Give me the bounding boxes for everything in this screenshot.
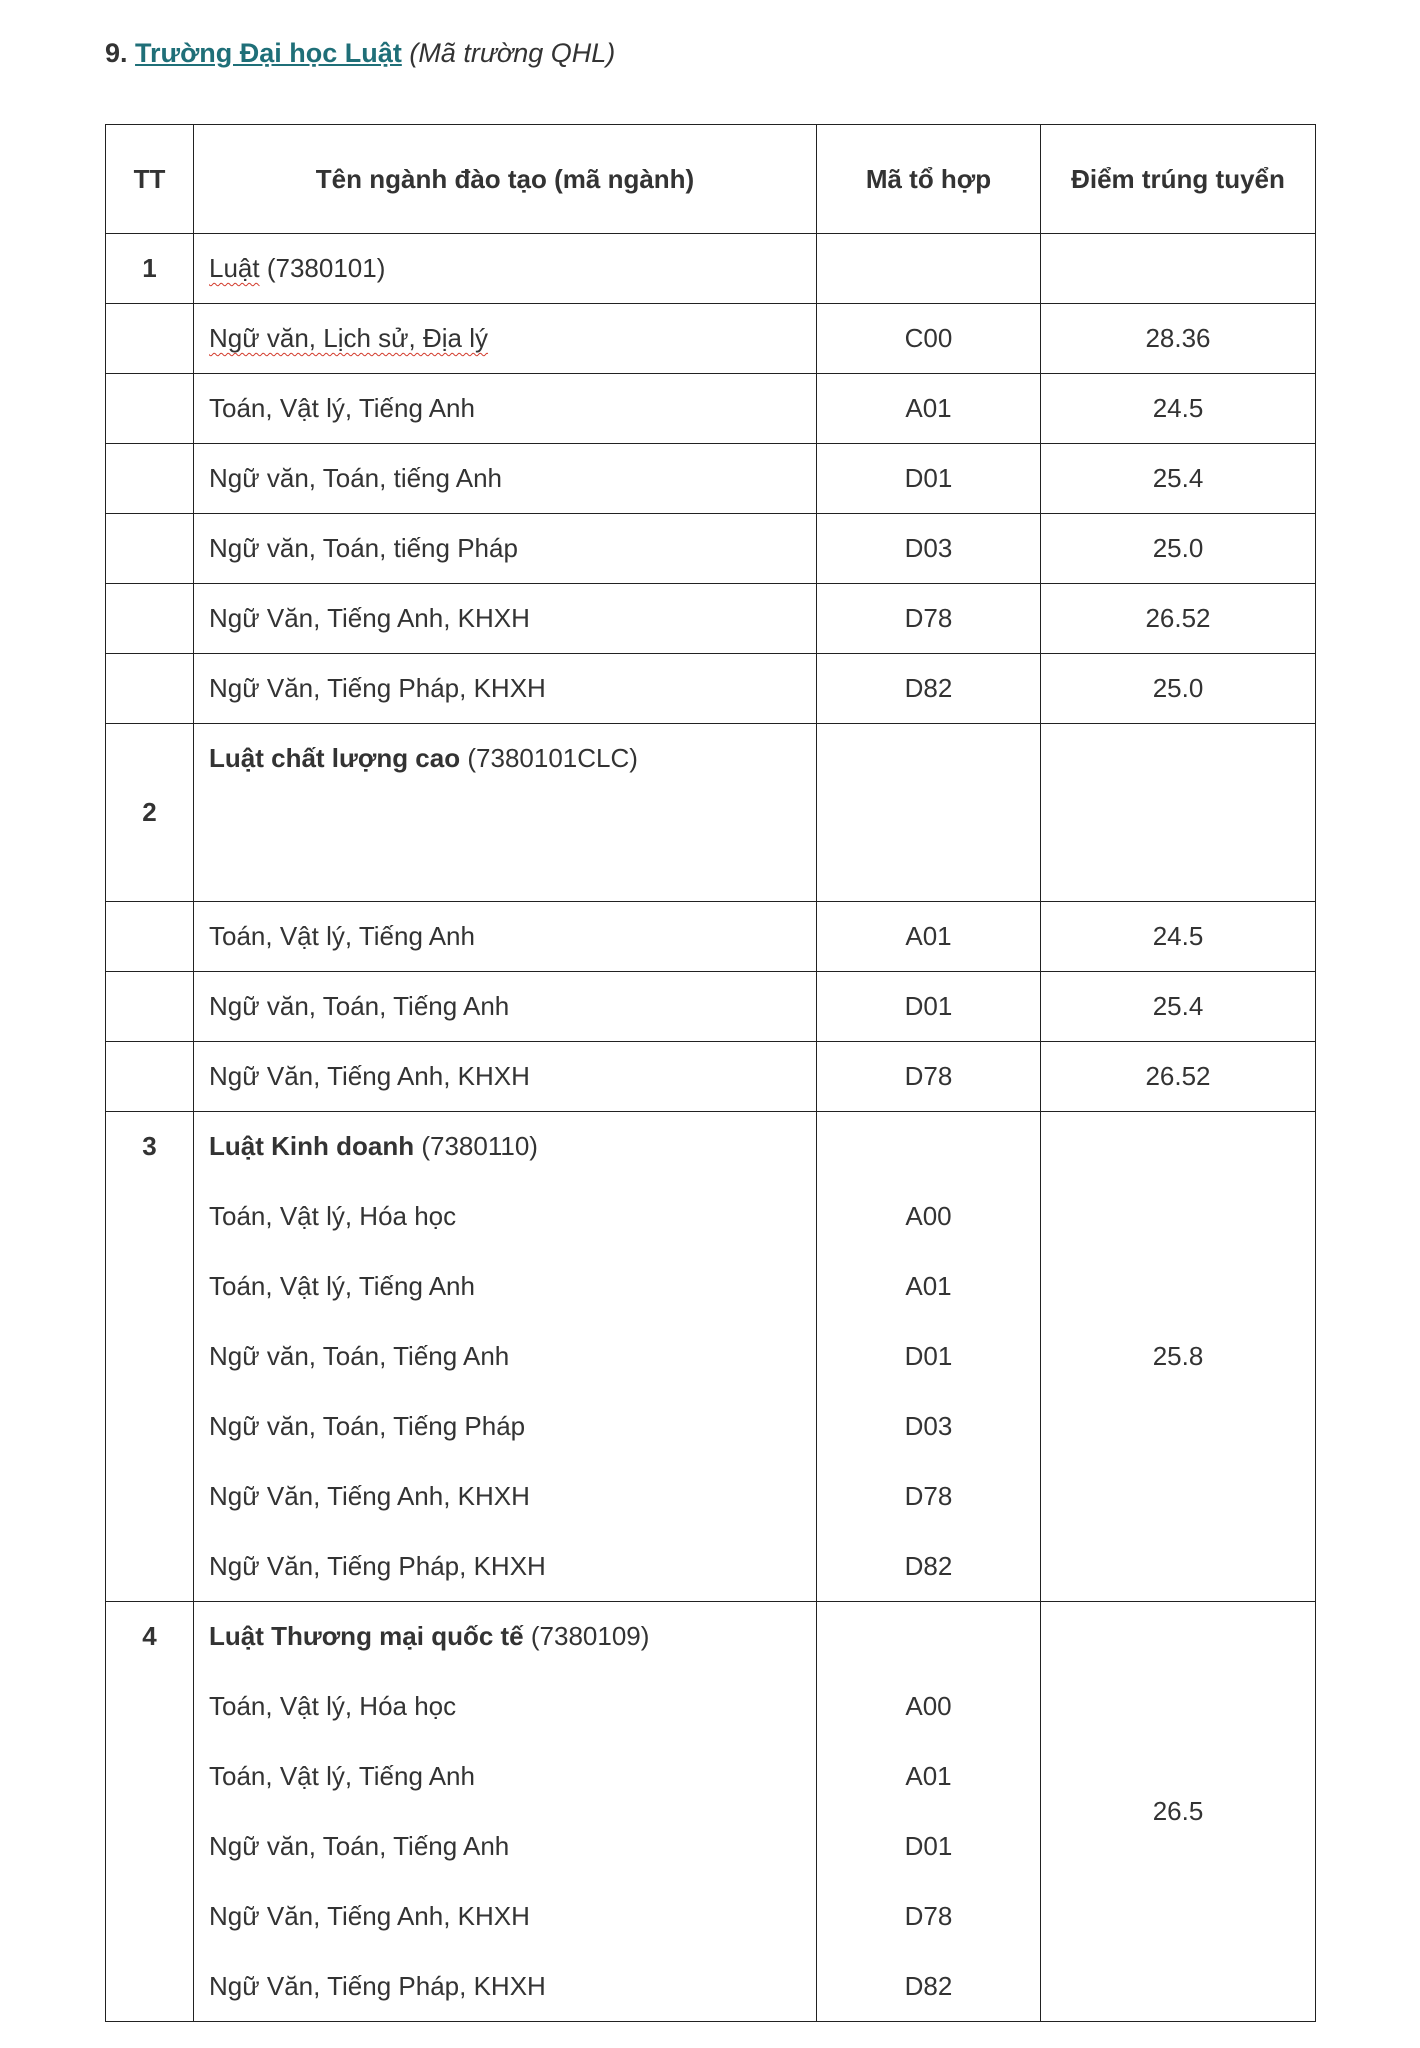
combo-subjects: Ngữ Văn, Tiếng Pháp, KHXH [194,654,817,724]
combo-code: C00 [817,304,1041,374]
major-name: Luật Kinh doanh [209,1131,415,1162]
major-row [106,1602,1316,1672]
combo-code: D03 [817,514,1041,584]
table-row [106,902,1316,972]
major-name-cell [194,234,817,304]
combo-subjects: Toán, Vật lý, Hóa học [194,1672,817,1742]
combo-score: 24.5 [1041,374,1316,444]
combo-subjects: Ngữ văn, Toán, Tiếng Pháp [194,1392,817,1462]
combo-subjects: Ngữ Văn, Tiếng Pháp, KHXH [194,1532,817,1602]
group-score: 25.8 [1041,1112,1316,1602]
combo-code: D78 [817,1462,1041,1532]
combo-code: D01 [817,972,1041,1042]
combo-subjects: Ngữ văn, Toán, Tiếng Anh [194,1322,817,1392]
combo-code: A00 [817,1182,1041,1252]
table-row [106,972,1316,1042]
combo-score: 25.4 [1041,444,1316,514]
combo-subjects: Toán, Vật lý, Tiếng Anh [194,902,817,972]
combo-subjects: Ngữ Văn, Tiếng Anh, KHXH [194,1882,817,1952]
combo-code: D01 [817,444,1041,514]
major-name: Luật [209,253,260,283]
table-row [106,374,1316,444]
combo-code: D78 [817,584,1041,654]
major-name-cell [194,1602,817,1672]
major-code: (7380110) [421,1131,538,1162]
major-name-cell [194,724,817,902]
combo-code: D01 [817,1812,1041,1882]
combo-code: A01 [817,1742,1041,1812]
school-link[interactable]: Trường Đại học Luật [135,38,402,68]
combo-subjects: Ngữ Văn, Tiếng Anh, KHXH [194,584,817,654]
header-combo-code: Mã tổ hợp [817,125,1041,234]
header-major-name: Tên ngành đào tạo (mã ngành) [194,125,817,234]
table-row [106,1042,1316,1112]
combo-subjects: Ngữ văn, Toán, Tiếng Anh [194,1812,817,1882]
major-row [106,1112,1316,1182]
combo-score: 28.36 [1041,304,1316,374]
table-row [106,514,1316,584]
major-name-cell [194,1112,817,1182]
combo-code: D78 [817,1882,1041,1952]
major-row [106,724,1316,902]
combo-code: D82 [817,654,1041,724]
combo-subjects: Ngữ Văn, Tiếng Anh, KHXH [194,1462,817,1532]
major-tt: 4 [106,1602,194,1672]
combo-score: 25.0 [1041,514,1316,584]
header-score: Điểm trúng tuyển [1041,125,1316,234]
table-row [106,654,1316,724]
combo-code: D82 [817,1952,1041,2022]
combo-subjects: Ngữ Văn, Tiếng Anh, KHXH [194,1042,817,1112]
combo-code: D01 [817,1322,1041,1392]
major-row [106,234,1316,304]
combo-score: 26.52 [1041,584,1316,654]
major-tt: 2 [106,724,194,902]
combo-subjects: Toán, Vật lý, Hóa học [194,1182,817,1252]
combo-subjects: Ngữ Văn, Tiếng Pháp, KHXH [194,1952,817,2022]
section-number: 9. [105,38,128,68]
major-code: (7380101) [266,253,386,283]
school-code: (Mã trường QHL) [409,38,616,68]
header-tt: TT [106,125,194,234]
major-name: Luật chất lượng cao [209,743,461,773]
table-header-row [106,125,1316,234]
combo-code: A01 [817,902,1041,972]
combo-subjects: Ngữ văn, Lịch sử, Địa lý [194,304,817,374]
combo-subjects: Ngữ văn, Toán, tiếng Pháp [194,514,817,584]
combo-score: 25.4 [1041,972,1316,1042]
admission-scores-table [105,124,1316,2022]
table-row [106,444,1316,514]
combo-subjects: Ngữ văn, Toán, tiếng Anh [194,444,817,514]
combo-subjects: Toán, Vật lý, Tiếng Anh [194,1742,817,1812]
combo-code: D78 [817,1042,1041,1112]
combo-code: D82 [817,1532,1041,1602]
combo-subjects: Ngữ văn, Toán, Tiếng Anh [194,972,817,1042]
combo-code: D03 [817,1392,1041,1462]
group-score: 26.5 [1041,1602,1316,2022]
major-code: (7380109) [530,1621,650,1652]
combo-code: A01 [817,374,1041,444]
combo-code: A00 [817,1672,1041,1742]
table-row [106,304,1316,374]
major-tt: 3 [106,1112,194,1182]
combo-score: 25.0 [1041,654,1316,724]
major-name: Luật Thương mại quốc tế [209,1621,524,1652]
combo-subjects: Toán, Vật lý, Tiếng Anh [194,374,817,444]
combo-score: 26.52 [1041,1042,1316,1112]
combo-score: 24.5 [1041,902,1316,972]
major-tt: 1 [106,234,194,304]
combo-code: A01 [817,1252,1041,1322]
combo-subjects: Toán, Vật lý, Tiếng Anh [194,1252,817,1322]
section-heading [105,38,615,69]
table-row [106,584,1316,654]
major-code: (7380101CLC) [467,743,638,773]
